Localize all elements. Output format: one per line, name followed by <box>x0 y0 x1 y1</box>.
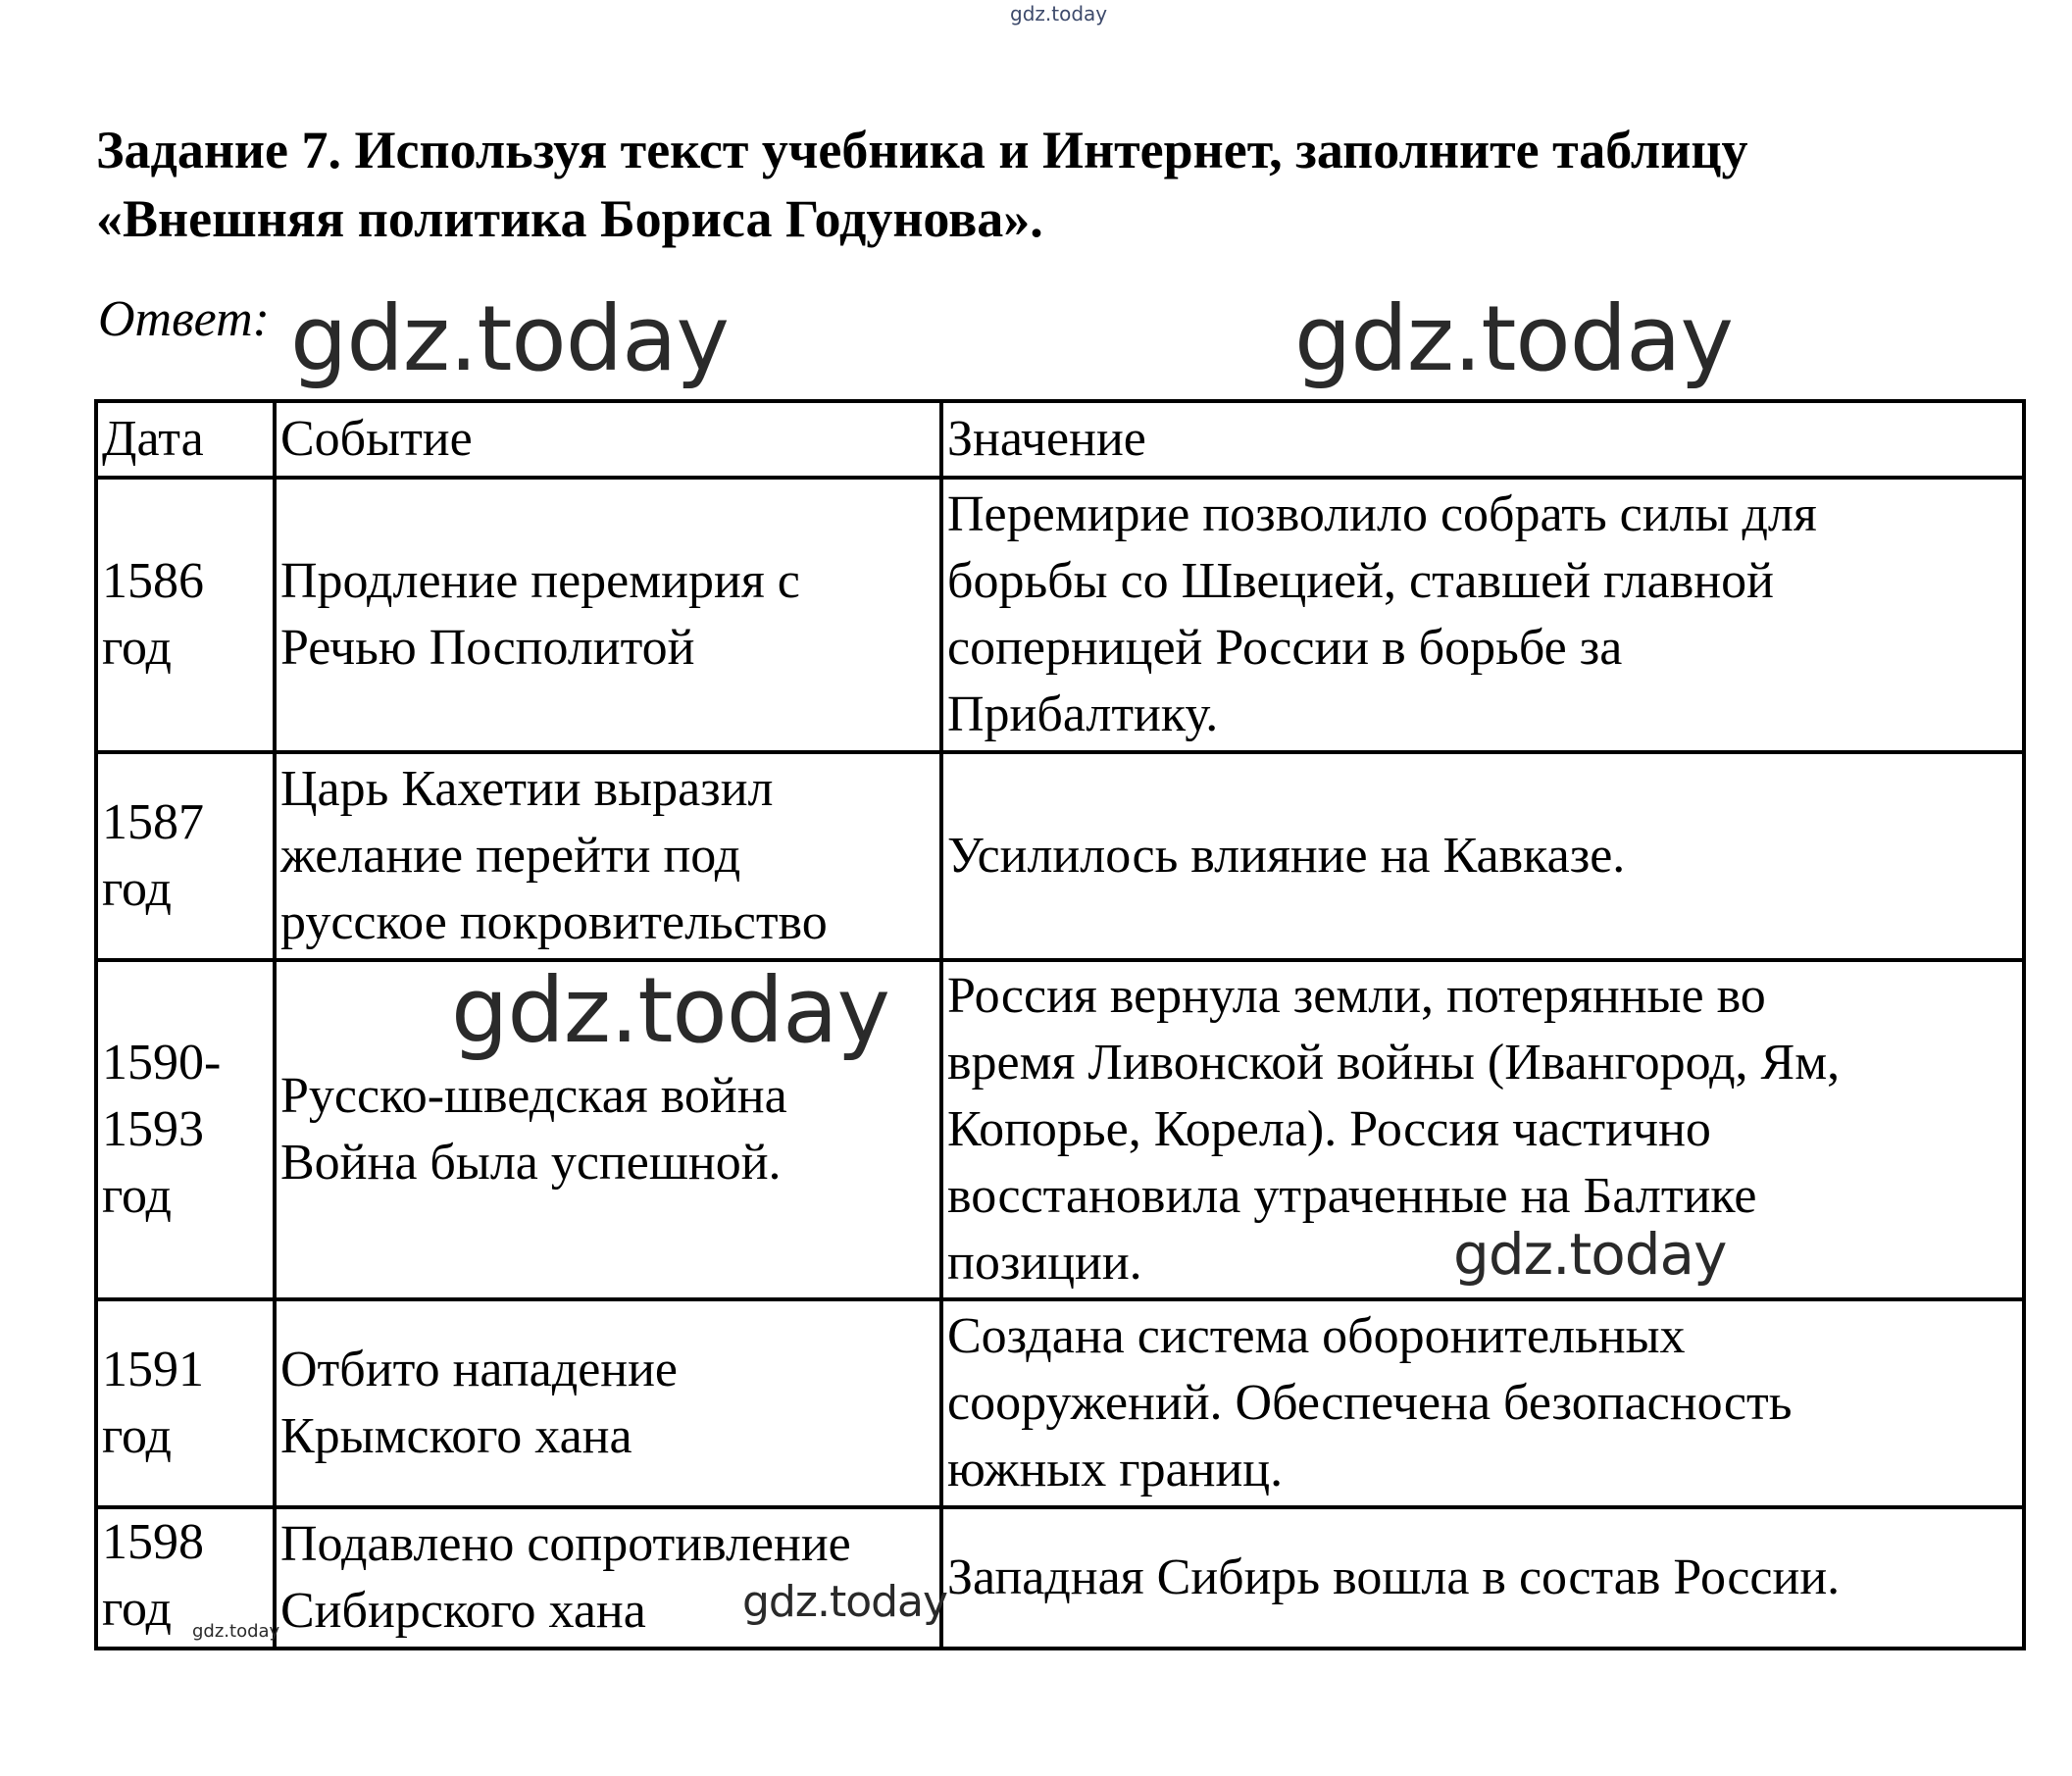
cell-line: Копорье, Корела). Россия частично <box>947 1101 1711 1157</box>
watermark-large: gdz.today <box>451 958 889 1063</box>
cell-line: год <box>102 1408 172 1464</box>
cell-line: Война была успешной. <box>280 1135 782 1191</box>
header-date: Дата <box>96 401 275 478</box>
cell-line: позиции. <box>947 1235 1142 1291</box>
cell-line: Усилилось влияние на Кавказе. <box>947 828 1626 884</box>
cell-line: 1598 <box>102 1514 204 1570</box>
cell-line: Продление перемирия с <box>280 553 800 609</box>
answer-label: Ответ: <box>98 291 270 347</box>
cell-line: Прибалтику. <box>947 686 1219 742</box>
cell-date <box>96 752 275 960</box>
table-row <box>96 960 2024 1299</box>
task-line-2: «Внешняя политика Бориса Годунова». <box>96 189 1043 248</box>
task-heading <box>96 116 2018 253</box>
table-row <box>96 752 2024 960</box>
cell-line: 1593 <box>102 1101 204 1157</box>
table-row <box>96 1299 2024 1507</box>
foreign-policy-table <box>94 399 2026 1650</box>
cell-line: южных границ. <box>947 1442 1284 1497</box>
table-header-row <box>96 401 2024 478</box>
cell-line: Россия вернула земли, потерянные во <box>947 968 1766 1024</box>
cell-line: Западная Сибирь вошла в состав России. <box>947 1549 1841 1605</box>
cell-line: Речью Посполитой <box>280 620 695 676</box>
cell-meaning <box>941 1299 2024 1507</box>
cell-line: год <box>102 1581 172 1637</box>
cell-line: Русско-шведская война <box>280 1068 787 1124</box>
watermark-large: gdz.today <box>290 286 729 391</box>
cell-line: Подавлено сопротивление <box>280 1516 851 1572</box>
table-row <box>96 1507 2024 1649</box>
cell-line: год <box>102 620 172 676</box>
table-row <box>96 478 2024 752</box>
cell-line: 1586 <box>102 553 204 609</box>
header-meaning: Значение <box>941 401 2024 478</box>
cell-line: Создана система оборонительных <box>947 1308 1686 1364</box>
cell-line: борьбы со Швецией, ставшей главной <box>947 553 1774 609</box>
cell-line: 1590- <box>102 1035 222 1091</box>
cell-line: год <box>102 1168 172 1224</box>
cell-line: Отбито нападение <box>280 1342 679 1397</box>
cell-date <box>96 1299 275 1507</box>
cell-line: соперницей России в борьбе за <box>947 620 1623 676</box>
cell-line: 1591 <box>102 1342 204 1397</box>
cell-line: сооружений. Обеспечена безопасность <box>947 1375 1793 1431</box>
cell-meaning <box>941 752 2024 960</box>
cell-line: русское покровительство <box>280 894 828 950</box>
watermark-small: gdz.today <box>742 1577 948 1627</box>
watermark-top: gdz.today <box>1010 2 1108 25</box>
cell-date <box>96 960 275 1299</box>
cell-meaning <box>941 478 2024 752</box>
cell-line: Перемирие позволило собрать силы для <box>947 486 1817 542</box>
watermark-medium: gdz.today <box>1453 1221 1727 1288</box>
watermark-tiny: gdz.today <box>192 1621 280 1642</box>
cell-date <box>96 478 275 752</box>
cell-event <box>275 1299 941 1507</box>
cell-line: год <box>102 861 172 917</box>
cell-line: время Ливонской войны (Ивангород, Ям, <box>947 1035 1841 1091</box>
header-event: Событие <box>275 401 941 478</box>
cell-line: 1587 <box>102 794 204 850</box>
cell-event <box>275 752 941 960</box>
cell-event <box>275 478 941 752</box>
cell-line: Крымского хана <box>280 1408 632 1464</box>
cell-line: Царь Кахетии выразил <box>280 761 774 817</box>
cell-line: восстановила утраченные на Балтике <box>947 1168 1757 1224</box>
cell-line: Сибирского хана <box>280 1583 646 1639</box>
cell-line: желание перейти под <box>280 828 741 884</box>
watermark-large: gdz.today <box>1294 286 1733 391</box>
cell-meaning <box>941 1507 2024 1649</box>
task-line-1: Задание 7. Используя текст учебника и Интернет, заполните таблицу <box>96 121 1748 179</box>
